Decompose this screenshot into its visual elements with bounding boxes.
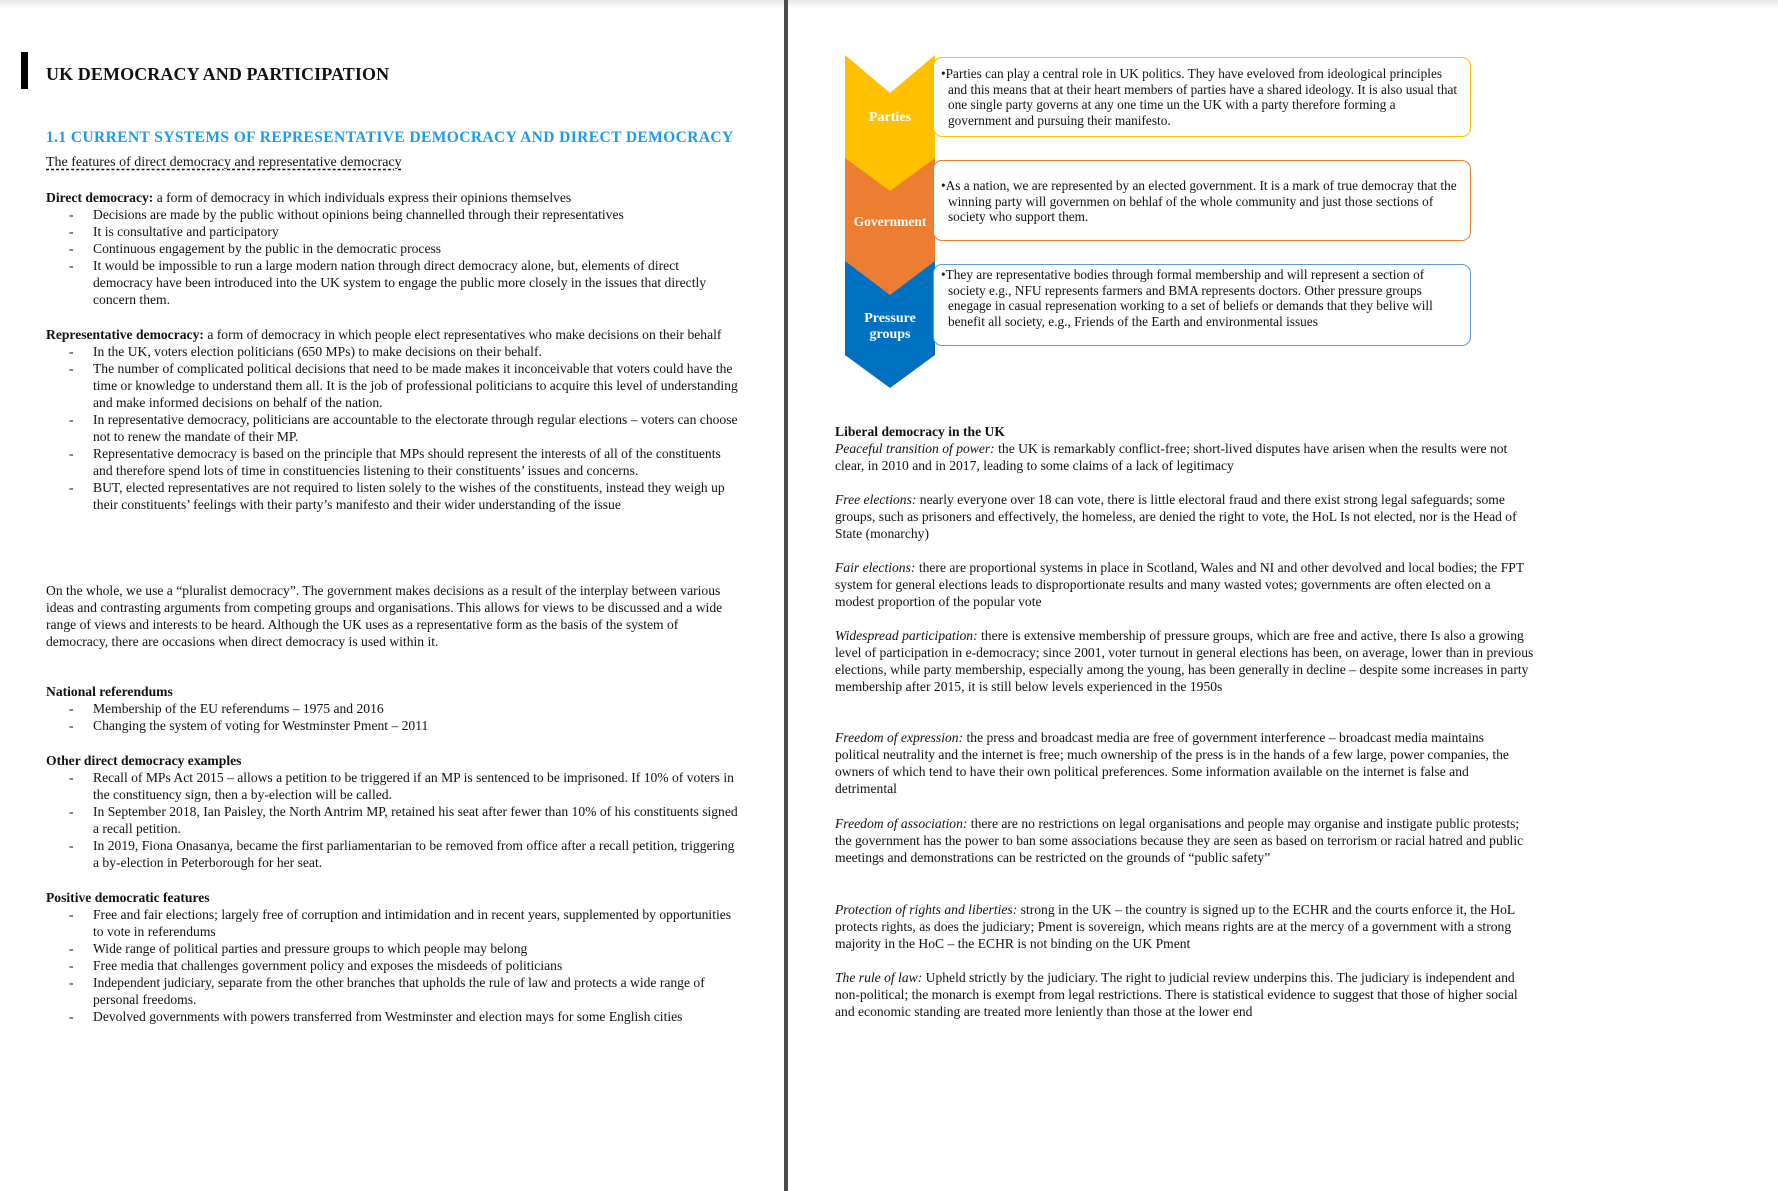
liberal-para — [835, 729, 1525, 797]
para-term: Peaceful transition of power: — [835, 441, 995, 456]
liberal-para — [835, 491, 1530, 542]
pluralist-text: On the whole, we use a “pluralist democracy”. The government makes decisions as a result of the interplay between various ideas and contrasting arguments from competing groups and organisations. This allows for views to be discussed and a wide range of views and interests to be heard. Although the UK uses as a representative form as the basis of the system of democracy, there are occasions when direct democracy is used within it. — [46, 583, 723, 649]
para-text: there is extensive membership of pressure groups, which are free and active, there Is also a growing level of participation in e-democracy; since 2001, voter turnout in general elections has been, on average, lower than in previous elections, while party membership, especially among the young, has been generally in decline – despite some increases in party membership after 2015, it is still below levels experienced in the 1950s — [835, 628, 1534, 694]
government-text: •As a nation, we are represented by an elected government. It is a mark of true democray that the winning party will governmen on behlaf of the whole community and just those sections of society who support them. — [941, 178, 1457, 224]
liberal-para — [835, 969, 1525, 1020]
list-item: - In September 2018, Ian Paisley, the North Antrim MP, retained his seat after fewer than 10% of his constituents signed a recall petition. — [93, 803, 743, 837]
list-item: - It would be impossible to run a large modern nation through direct democracy alone, but, elements of direct democracy have been introduced into the UK system to engage the public more closely in the issues that directly concern them. — [93, 257, 733, 308]
para-text: there are no restrictions on legal organisations and people may organise and instigate public protests; the government has the power to ban some associations because they are seen as based on terrorism or racial hatred and public meetings and demonstrations can be restricted on the grounds of “public safety” — [835, 816, 1524, 865]
para-text: nearly everyone over 18 can vote, there is little electoral fraud and there exist strong legal safeguards; some groups, such as prisoners and effectively, the homeless, are denied the right to vote, the HoL Is not elected, nor is the Head of State (monarchy) — [835, 492, 1517, 541]
features-heading: The features of direct democracy and representative democracy — [46, 155, 402, 170]
pressure-groups-text: •They are representative bodies through formal membership and will represent a section of society e.g., NFU represents farmers and BMA represents doctors. Other pressure groups enegage in casual represenation working to a set of beliefs or demands that they belive will benefit all society, e.g., Friends of the Earth and environmental issues — [941, 267, 1433, 329]
liberal-democracy-heading-block — [835, 423, 1535, 474]
referendums-heading: National referendums — [46, 684, 173, 699]
list-item: - Independent judiciary, separate from the other branches that upholds the rule of law and protects a wide range of personal freedoms. — [93, 974, 743, 1008]
list-item: - Continuous engagement by the public in the democratic process — [93, 240, 733, 257]
list-item: - Membership of the EU referendums – 1975 and 2016 — [93, 700, 746, 717]
liberal-para — [835, 627, 1535, 695]
list-item: - It is consultative and participatory — [93, 223, 733, 240]
representative-democracy-block — [46, 326, 736, 513]
list-item: - Representative democracy is based on the principle that MPs should represent the interests of all of the constituents and therefore spend lots of time in constituencies listening to their constituents’ issues and concerns. — [93, 445, 743, 479]
positive-heading: Positive democratic features — [46, 890, 210, 905]
positive-features-block — [46, 889, 746, 1025]
liberal-para — [835, 901, 1530, 952]
representative-def: a form of democracy in which people elect representatives who make decisions on their behalf — [203, 327, 722, 342]
para-term: Protection of rights and liberties: — [835, 902, 1018, 917]
list-item: - Changing the system of voting for Westminster Pment – 2011 — [93, 717, 746, 734]
list-item: - In the UK, voters election politicians (650 MPs) to make decisions on their behalf. — [93, 343, 743, 360]
label-pressure-groups — [845, 311, 935, 343]
pluralist-paragraph — [46, 582, 726, 650]
list-item: - Decisions are made by the public without opinions being channelled through their representatives — [93, 206, 733, 223]
label-government: Government — [853, 214, 927, 229]
para-term: Freedom of expression: — [835, 730, 964, 745]
list-item: - Devolved governments with powers transferred from Westminster and election mays for some English cities — [93, 1008, 743, 1025]
page-divider — [784, 0, 788, 1191]
heading-bar — [21, 52, 28, 89]
top-shadow — [0, 0, 1778, 8]
pressure-groups-box — [933, 264, 1471, 346]
para-term: Widespread participation: — [835, 628, 978, 643]
para-text: there are proportional systems in place in Scotland, Wales and NI and other devolved and local bodies; the FPT system for general elections leads to disproportionate results and many wasted votes; governments are often elected on a modest proportion of the popular vote — [835, 560, 1524, 609]
para-term: The rule of law: — [835, 970, 923, 985]
para-term: Fair elections: — [835, 560, 916, 575]
liberal-para — [835, 559, 1525, 610]
direct-democracy-block — [46, 189, 746, 308]
list-item: - BUT, elected representatives are not required to listen solely to the wishes of the constituents, instead they weigh up their constituents’ feelings with their party’s manifesto and their wider understanding of the issue — [93, 479, 743, 513]
para-text: the UK is remarkably conflict-free; short-lived disputes have arisen when the results were not clear, in 2010 and in 2017, leading to some claims of a lack of legitimacy — [835, 441, 1508, 473]
list-item: - The number of complicated political decisions that need to be made makes it inconceivable that voters could have the time or knowledge to understand them all. It is the job of professional politicians to acquire this level of understanding and make informed decisions on behalf of the nation. — [93, 360, 743, 411]
list-item: - In 2019, Fiona Onasanya, became the first parliamentarian to be removed from office after a recall petition, triggering a by-election in Peterborough for her seat. — [93, 837, 743, 871]
para-text: the press and broadcast media are free of government interference – broadcast media maintains political neutrality and the internet is free; much ownership of the press is in the hands of a few large, power companies, the owners of which tend to have their own political preferences. Some information available on the internet is false and detrimental — [835, 730, 1509, 796]
list-item: - Recall of MPs Act 2015 – allows a petition to be triggered if an MP is sentenced to be imprisoned. If 10% of voters in the constituency sign, then a by-election will be called. — [93, 769, 743, 803]
parties-box — [933, 57, 1471, 137]
para-term: Free elections: — [835, 492, 917, 507]
para-text: strong in the UK – the country is signed up to the ECHR and the courts enforce it, the HoL protects rights, as does the judiciary; Pment is sovereign, which means rights are at the mercy of a government with a strong majority in the HoC – the ECHR is not binding on the UK Pment — [835, 902, 1515, 951]
government-box — [933, 160, 1471, 241]
list-item: - In representative democracy, politicians are accountable to the electorate through regular elections – voters can choose not to renew the mandate of their MP. — [93, 411, 743, 445]
para-text: Upheld strictly by the judiciary. The right to judicial review underpins this. The judiciary is independent and non-political; the monarch is exempt from legal restrictions. There is statistical evidence to suggest that those of higher social and economic standing are treated more leniently than those at the lower end — [835, 970, 1518, 1019]
label-groups: groups — [869, 327, 911, 342]
section-heading: 1.1 CURRENT SYSTEMS OF REPRESENTATIVE DEMOCRACY AND DIRECT DEMOCRACY — [46, 129, 734, 146]
label-pressure: Pressure — [864, 311, 916, 326]
para-term: Freedom of association: — [835, 816, 968, 831]
label-parties: Parties — [869, 110, 911, 125]
document-title: UK DEMOCRACY AND PARTICIPATION — [46, 64, 390, 84]
direct-def: a form of democracy in which individuals express their opinions themselves — [153, 190, 572, 205]
list-item: - Free media that challenges government policy and exposes the misdeeds of politicians — [93, 957, 743, 974]
list-item: - Wide range of political parties and pressure groups to which people may belong — [93, 940, 743, 957]
direct-term: Direct democracy: — [46, 190, 154, 205]
liberal-para — [835, 815, 1530, 866]
list-item: - Free and fair elections; largely free of corruption and intimidation and in recent years, supplemented by opportunities to vote in referendums — [93, 906, 743, 940]
parties-text: •Parties can play a central role in UK politics. They have eveloved from ideological principles and this means that at their heart members of parties have a shared ideology. It is also usual that one single party governs at any one time un the UK with a party therefore forming a government and pursuing their manifesto. — [941, 66, 1458, 128]
representative-term: Representative democracy: — [46, 327, 204, 342]
referendums-block — [46, 683, 746, 734]
other-examples-block — [46, 752, 746, 871]
liberal-heading: Liberal democracy in the UK — [835, 424, 1005, 439]
other-heading: Other direct democracy examples — [46, 753, 242, 768]
